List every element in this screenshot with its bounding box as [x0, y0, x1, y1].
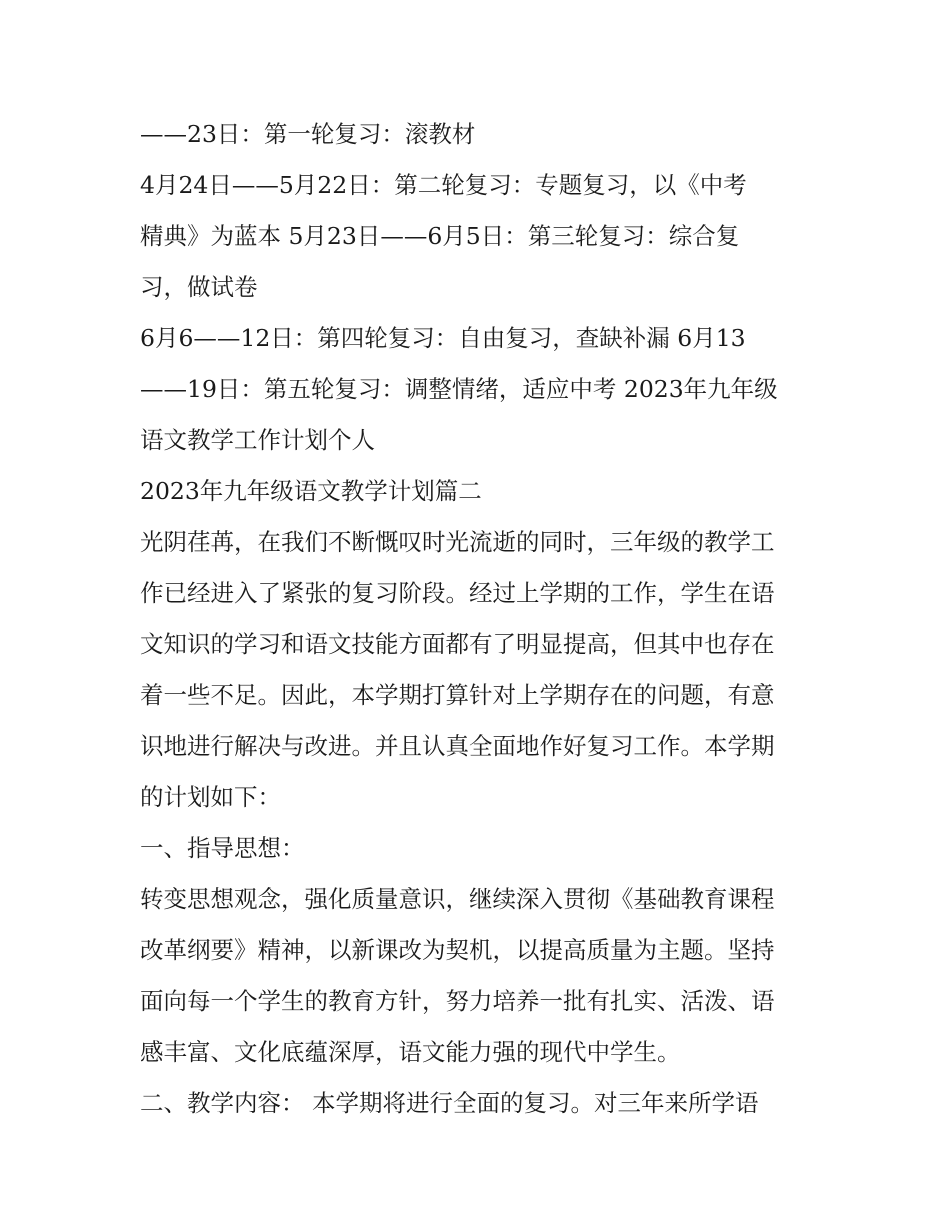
text-line: 的计划如下： — [140, 783, 281, 811]
text-line: 精典》为蓝本 5月23日——6月5日：第三轮复习：综合复 — [140, 222, 740, 250]
section-heading: 2023年九年级语文教学计划篇二 — [140, 477, 482, 505]
subsection-heading: 二、教学内容： 本学期将进行全面的复习。对三年来所学语 — [140, 1089, 759, 1117]
document-body — [140, 109, 812, 1129]
text-line: 作已经进入了紧张的复习阶段。经过上学期的工作，学生在语 — [140, 579, 775, 607]
text-line: 感丰富、文化底蕴深厚，语文能力强的现代中学生。 — [140, 1038, 681, 1066]
text-line: 着一些不足。因此，本学期打算针对上学期存在的问题，有意 — [140, 681, 775, 709]
text-line: 改革纲要》精神，以新课改为契机，以提高质量为主题。坚持 — [140, 936, 775, 964]
text-line: ——23日：第一轮复习：滚教材 — [140, 120, 476, 148]
text-line: 面向每一个学生的教育方针，努力培养一批有扎实、活泼、语 — [140, 987, 775, 1015]
text-line: 习，做试卷 — [140, 273, 258, 301]
text-line: ——19日：第五轮复习：调整情绪，适应中考 2023年九年级 — [140, 375, 778, 403]
subsection-heading: 一、指导思想： — [140, 834, 305, 862]
text-line: 4月24日——5月22日：第二轮复习：专题复习，以《中考 — [140, 171, 747, 199]
text-line: 识地进行解决与改进。并且认真全面地作好复习工作。本学期 — [140, 732, 775, 760]
text-line: 光阴荏苒，在我们不断慨叹时光流逝的同时，三年级的教学工 — [140, 528, 775, 556]
text-line: 转变思想观念，强化质量意识，继续深入贯彻《基础教育课程 — [140, 885, 775, 913]
text-line: 6月6——12日：第四轮复习：自由复习，查缺补漏 6月13 — [140, 324, 746, 352]
text-line: 语文教学工作计划个人 — [140, 426, 375, 454]
text-line: 文知识的学习和语文技能方面都有了明显提高，但其中也存在 — [140, 630, 775, 658]
